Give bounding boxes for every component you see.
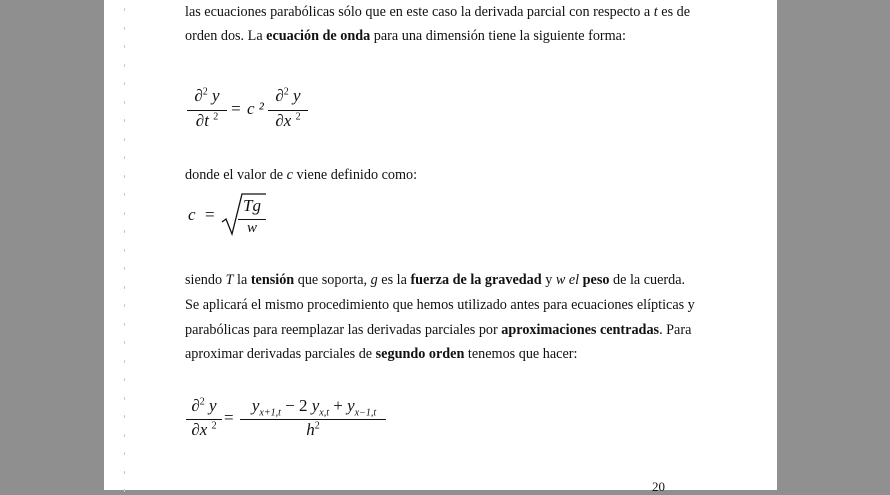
paragraph-line-4: [185, 272, 686, 289]
c-numerator: Tg: [243, 196, 261, 215]
wave-rhs-denominator: ∂x $^2$: [275, 111, 301, 130]
text-run: w el: [555, 272, 580, 288]
page-number: 20: [652, 479, 665, 494]
margin-tick: [124, 212, 125, 215]
text-run: g: [370, 272, 378, 288]
margin-tick: [124, 378, 125, 381]
text-run: es la: [377, 272, 411, 288]
margin-tick: [124, 267, 125, 270]
text-run: segundo orden: [375, 346, 465, 362]
margin-tick: [124, 415, 125, 418]
wave-rhs-numerator: ∂$^2$ y: [275, 86, 301, 105]
margin-tick: [124, 45, 125, 48]
text-run: donde el valor de: [185, 167, 287, 183]
margin-tick: [124, 230, 125, 233]
margin-tick: [124, 8, 125, 11]
margin-tick: [124, 156, 125, 159]
margin-tick: [124, 323, 125, 326]
margin-tick: [124, 175, 125, 178]
text-run: T: [225, 272, 234, 288]
text-run: es de: [657, 4, 691, 20]
margin-tick: [124, 341, 125, 344]
approx-equals: =: [224, 408, 234, 427]
text-run: que soporta,: [294, 272, 371, 288]
margin-tick: [124, 101, 125, 104]
text-run: parabólicas para reemplazar las derivadas parciales por: [185, 322, 502, 338]
margin-marks: [124, 0, 126, 490]
wave-lhs-numerator: ∂$^2$ y: [194, 86, 220, 105]
c-equals: =: [205, 205, 215, 224]
paragraph-line-7: [185, 346, 577, 363]
margin-tick: [124, 119, 125, 122]
approx-lhs-denominator: ∂x $^2$: [191, 420, 217, 439]
margin-tick: [124, 304, 125, 307]
text-run: . Para: [659, 322, 692, 338]
margin-tick: [124, 82, 125, 85]
wave-coefficient: c ²: [247, 99, 264, 118]
document-page: [104, 0, 777, 494]
text-run: aproximaciones centradas: [501, 322, 660, 338]
paragraph-line-6: [185, 322, 692, 339]
margin-tick: [124, 138, 125, 141]
margin-tick: [124, 434, 125, 437]
wave-lhs-denominator: ∂t $^2$: [195, 111, 219, 130]
margin-tick: [124, 249, 125, 252]
margin-tick: [124, 360, 125, 363]
margin-tick: [124, 193, 125, 196]
paragraph-line-3: [185, 167, 417, 184]
margin-tick: [124, 286, 125, 289]
text-run: y: [541, 272, 556, 288]
text-run: viene definido como:: [292, 167, 418, 183]
text-run: aproximar derivadas parciales de: [185, 346, 376, 362]
margin-tick: [124, 27, 125, 30]
text-run: fuerza de la gravedad: [410, 272, 542, 288]
viewer-background: [777, 0, 890, 490]
text-run: ecuación de onda: [266, 28, 371, 44]
text-run: peso: [582, 272, 610, 288]
text-run: para una dimensión tiene la siguiente forma:: [370, 28, 626, 44]
text-run: Se aplicará el mismo procedimiento que hemos utilizado antes para ecuaciones elípticas y: [185, 297, 695, 313]
margin-tick: [124, 471, 125, 474]
text-run: de la cuerda.: [609, 272, 686, 288]
margin-tick: [124, 452, 125, 455]
text-run: siendo: [185, 272, 226, 288]
margin-tick: [124, 397, 125, 400]
c-lhs: c: [188, 205, 196, 224]
approx-lhs-numerator: ∂$^2$ y: [191, 396, 217, 415]
text-run: orden dos. La: [185, 28, 267, 44]
paragraph-line-5: [185, 297, 695, 314]
text-run: las ecuaciones parabólicas sólo que en este caso la derivada parcial con respecto a: [185, 4, 654, 20]
c-denominator: w: [246, 220, 257, 236]
paragraph-line-1: [185, 4, 691, 21]
text-run: c: [286, 167, 293, 183]
text-run: tenemos que hacer:: [464, 346, 578, 362]
text-run: la: [233, 272, 251, 288]
paragraph-line-2: [185, 28, 626, 45]
wave-equals: =: [230, 99, 242, 118]
approx-numerator: $y_{x+1,t} - 2$ $y_{x,t} + y_{x-1,t}$: [251, 396, 377, 419]
margin-tick: [124, 489, 125, 492]
approx-denominator: $h^2$: [306, 420, 320, 439]
margin-tick: [124, 64, 125, 67]
text-run: t: [653, 4, 658, 20]
text-run: tensión: [250, 272, 295, 288]
